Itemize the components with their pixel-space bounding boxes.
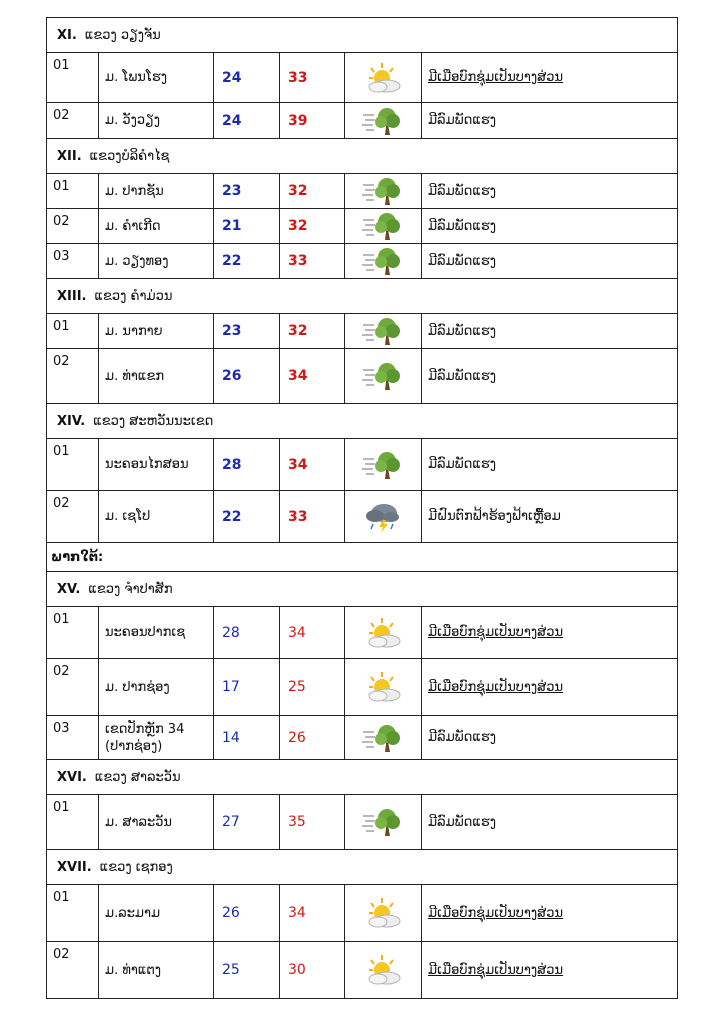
station-name: ມ.ລະມາມ — [99, 885, 214, 942]
min-temp: 28 — [214, 439, 280, 491]
province-header — [47, 404, 678, 439]
weather-description-text: ມີລົມພັດແຮງ — [428, 253, 497, 269]
row-number: 02 — [47, 209, 99, 244]
weather-description — [422, 244, 678, 279]
station-name: ມ. ນາກາຍ — [99, 314, 214, 349]
province-number: XVI. — [57, 769, 87, 785]
province-header — [47, 760, 678, 795]
row-number: 01 — [47, 795, 99, 850]
province-header-row — [47, 760, 678, 795]
weather-description — [422, 795, 678, 850]
weather-description — [422, 439, 678, 491]
weather-description — [422, 716, 678, 760]
station-row — [47, 607, 678, 659]
wind-tree-icon — [345, 314, 421, 348]
station-row — [47, 659, 678, 716]
weather-description-text: ມີລົມພັດແຮງ — [428, 183, 497, 199]
weather-description-text: ມີລົມພັດແຮງ — [428, 113, 497, 128]
province-number: XI. — [57, 27, 77, 43]
max-temp: 33 — [280, 244, 345, 279]
province-name: ແຂວງ ຈຳປາສັກ — [88, 581, 173, 597]
weather-description-text: ມີເມືອບົກຊຸ່ມເປັນບາງສ່ວນ — [428, 962, 564, 978]
weather-description — [422, 942, 678, 999]
weather-description-text: ມີເມືອບົກຊຸ່ມເປັນບາງສ່ວນ — [428, 679, 564, 695]
station-row — [47, 942, 678, 999]
province-name: ແຂວງ ສະຫວັນນະເຂດ — [93, 413, 214, 429]
weather-description-text: ມີລົມພັດແຮງ — [428, 323, 497, 339]
province-header — [47, 850, 678, 885]
weather-description — [422, 209, 678, 244]
min-temp: 26 — [214, 885, 280, 942]
weather-icon-cell — [345, 885, 422, 942]
station-name: ມ. ທ່າແຕງ — [99, 942, 214, 999]
sun-cloud-icon — [345, 616, 421, 650]
region-title: ພາກໃຕ້: — [47, 543, 678, 572]
province-number: XII. — [57, 148, 82, 164]
min-temp: 24 — [214, 103, 280, 139]
min-temp: 22 — [214, 491, 280, 543]
station-name: ມ. ວຽງທອງ — [99, 244, 214, 279]
min-temp: 28 — [214, 607, 280, 659]
weather-icon-cell — [345, 439, 422, 491]
province-name: ແຂວງ ຄຳມ່ວນ — [94, 288, 173, 304]
province-name: ແຂວງ ສາລະວັນ — [94, 769, 181, 785]
min-temp: 25 — [214, 942, 280, 999]
weather-description-text: ມີລົມພັດແຮງ — [428, 368, 497, 384]
wind-tree-icon — [345, 721, 421, 755]
max-temp: 33 — [280, 53, 345, 103]
weather-description-text: ມີລົມພັດແຮງ — [428, 730, 497, 745]
station-row — [47, 53, 678, 103]
forecast-table — [46, 17, 678, 999]
weather-description-text: ມີລົມພັດແຮງ — [428, 814, 497, 830]
weather-description — [422, 659, 678, 716]
sun-cloud-icon — [345, 896, 421, 930]
row-number: 01 — [47, 53, 99, 103]
weather-description — [422, 491, 678, 543]
sun-cloud-icon — [345, 61, 421, 95]
wind-tree-icon — [345, 104, 421, 138]
province-header — [47, 18, 678, 53]
wind-tree-icon — [345, 448, 421, 482]
storm-cloud-icon — [345, 500, 421, 534]
max-temp: 32 — [280, 209, 345, 244]
province-name: ແຂວງບໍລິຄຳໄຊ — [89, 148, 170, 164]
weather-description-text: ມີເມືອບົກຊຸ່ມເປັນບາງສ່ວນ — [428, 70, 564, 85]
row-number: 02 — [47, 103, 99, 139]
province-name: ແຂວງ ເຊກອງ — [99, 859, 173, 875]
station-name: ມ. ໂພນໂຮງ — [99, 53, 214, 103]
wind-tree-icon — [345, 244, 421, 278]
province-number: XVII. — [57, 859, 92, 875]
station-name: ມ. ຄຳເກີດ — [99, 209, 214, 244]
province-header-row — [47, 279, 678, 314]
min-temp: 21 — [214, 209, 280, 244]
min-temp: 24 — [214, 53, 280, 103]
station-row — [47, 491, 678, 543]
province-header-row — [47, 572, 678, 607]
row-number: 01 — [47, 607, 99, 659]
weather-description — [422, 349, 678, 404]
weather-icon-cell — [345, 314, 422, 349]
province-number: XV. — [57, 581, 81, 597]
station-row — [47, 439, 678, 491]
max-temp: 35 — [280, 795, 345, 850]
row-number: 01 — [47, 439, 99, 491]
max-temp: 33 — [280, 491, 345, 543]
min-temp: 23 — [214, 174, 280, 209]
weather-description — [422, 103, 678, 139]
weather-icon-cell — [345, 244, 422, 279]
weather-icon-cell — [345, 659, 422, 716]
min-temp: 26 — [214, 349, 280, 404]
station-row — [47, 174, 678, 209]
weather-icon-cell — [345, 491, 422, 543]
station-row — [47, 716, 678, 760]
row-number: 03 — [47, 244, 99, 279]
max-temp: 39 — [280, 103, 345, 139]
station-name: ມ. ສາລະວັນ — [99, 795, 214, 850]
station-name: ເຂດປັກຫຼັກ 34 (ປາກຊ່ອງ) — [99, 716, 214, 760]
wind-tree-icon — [345, 805, 421, 839]
weather-icon-cell — [345, 209, 422, 244]
province-header-row — [47, 850, 678, 885]
row-number: 02 — [47, 491, 99, 543]
wind-tree-icon — [345, 209, 421, 243]
row-number: 01 — [47, 174, 99, 209]
max-temp: 34 — [280, 349, 345, 404]
station-row — [47, 103, 678, 139]
wind-tree-icon — [345, 174, 421, 208]
province-number: XIV. — [57, 413, 86, 429]
station-name: ນະຄອນໄກສອນ — [99, 439, 214, 491]
weather-icon-cell — [345, 607, 422, 659]
max-temp: 32 — [280, 314, 345, 349]
row-number: 01 — [47, 885, 99, 942]
station-row — [47, 349, 678, 404]
province-header-row — [47, 404, 678, 439]
province-number: XIII. — [57, 288, 87, 304]
min-temp: 22 — [214, 244, 280, 279]
weather-description-text: ມີເມືອບົກຊຸ່ມເປັນບາງສ່ວນ — [428, 625, 564, 640]
weather-icon-cell — [345, 795, 422, 850]
weather-description-text: ມີຝົນຕົກຟ້າຮ້ອງຟ້າເຫຼື້ອມ — [428, 509, 561, 524]
weather-description — [422, 314, 678, 349]
sun-cloud-icon — [345, 670, 421, 704]
min-temp: 23 — [214, 314, 280, 349]
station-row — [47, 795, 678, 850]
min-temp: 14 — [214, 716, 280, 760]
station-name: ມ. ປາກຊັນ — [99, 174, 214, 209]
weather-icon-cell — [345, 716, 422, 760]
province-name: ແຂວງ ວຽງຈັນ — [84, 27, 161, 43]
row-number: 02 — [47, 942, 99, 999]
weather-description — [422, 607, 678, 659]
weather-description — [422, 174, 678, 209]
weather-icon-cell — [345, 349, 422, 404]
weather-description — [422, 53, 678, 103]
province-header-row — [47, 18, 678, 53]
row-number: 02 — [47, 659, 99, 716]
station-row — [47, 244, 678, 279]
max-temp: 34 — [280, 439, 345, 491]
max-temp: 30 — [280, 942, 345, 999]
weather-description — [422, 885, 678, 942]
max-temp: 34 — [280, 885, 345, 942]
min-temp: 27 — [214, 795, 280, 850]
station-row — [47, 209, 678, 244]
min-temp: 17 — [214, 659, 280, 716]
province-header-row — [47, 139, 678, 174]
weather-icon-cell — [345, 103, 422, 139]
max-temp: 34 — [280, 607, 345, 659]
row-number: 02 — [47, 349, 99, 404]
province-header — [47, 572, 678, 607]
max-temp: 26 — [280, 716, 345, 760]
sun-cloud-icon — [345, 953, 421, 987]
row-number: 01 — [47, 314, 99, 349]
region-header-row — [47, 543, 678, 572]
station-name: ມ. ທ່າແຂກ — [99, 349, 214, 404]
weather-description-text: ມີລົມພັດແຮງ — [428, 457, 497, 472]
province-header — [47, 279, 678, 314]
station-row — [47, 314, 678, 349]
row-number: 03 — [47, 716, 99, 760]
province-header — [47, 139, 678, 174]
station-name: ມ. ວັງວຽງ — [99, 103, 214, 139]
station-row — [47, 885, 678, 942]
max-temp: 32 — [280, 174, 345, 209]
station-name: ນະຄອນປາກເຊ — [99, 607, 214, 659]
weather-icon-cell — [345, 53, 422, 103]
station-name: ມ. ປາກຊ່ອງ — [99, 659, 214, 716]
weather-icon-cell — [345, 174, 422, 209]
max-temp: 25 — [280, 659, 345, 716]
weather-description-text: ມີລົມພັດແຮງ — [428, 218, 497, 234]
weather-description-text: ມີເມືອບົກຊຸ່ມເປັນບາງສ່ວນ — [428, 905, 564, 921]
weather-icon-cell — [345, 942, 422, 999]
wind-tree-icon — [345, 359, 421, 393]
station-name: ມ. ເຊໂປ — [99, 491, 214, 543]
